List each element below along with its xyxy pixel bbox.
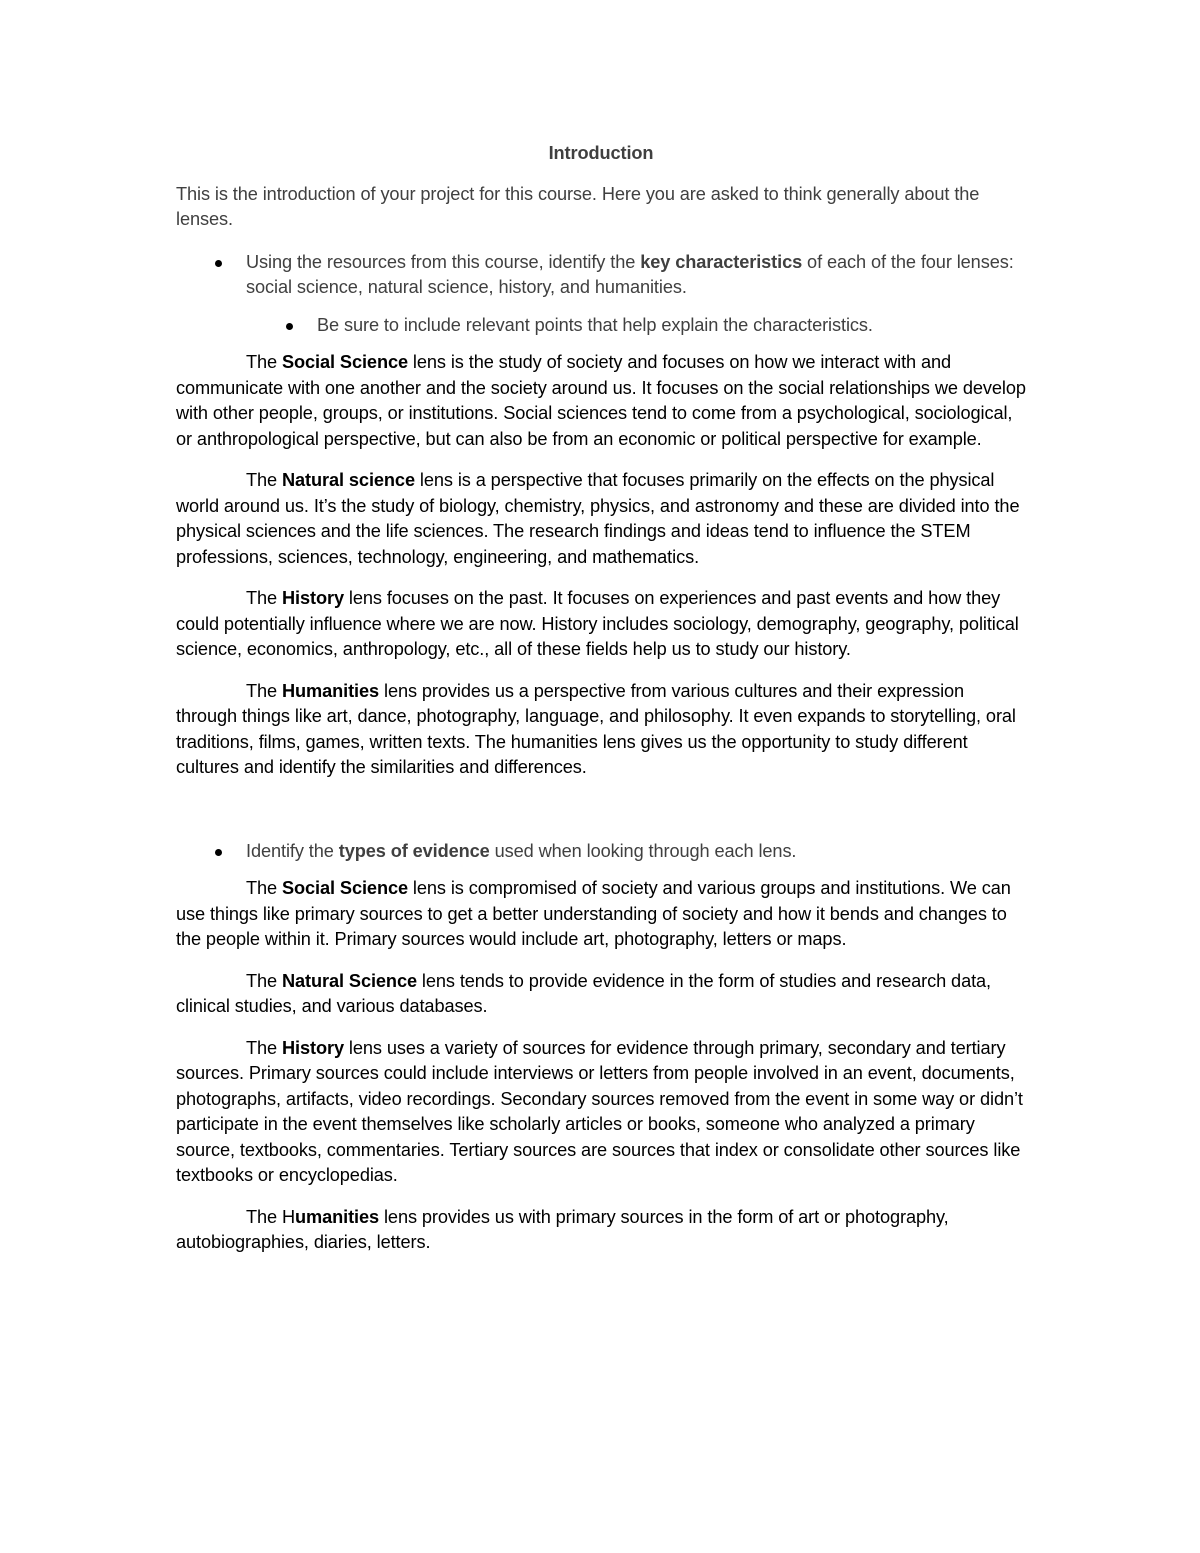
sub-bullet-text: Be sure to include relevant points that help explain the characteristics. xyxy=(317,314,873,335)
lens-name: Humanities xyxy=(282,680,380,701)
paragraph-humanities xyxy=(176,679,1026,781)
bullet-dot-icon xyxy=(215,260,222,267)
lens-name: History xyxy=(282,588,344,608)
para-text: lens is the study of society and focuses on how we interact with and communicate with one another and the society around us. It focuses on the social relationships we develop with other people, groups, or institutions. Social sciences tend to come from a psychological, sociological, or anthropological perspective, but can also be from an economic or political perspective for example. xyxy=(176,352,1026,449)
sub-bullet-relevant-points xyxy=(176,313,1026,339)
bullet-text-pre: Using the resources from this course, identify the xyxy=(246,251,641,272)
para-pre: The xyxy=(246,588,282,608)
page-title: Introduction xyxy=(548,143,654,163)
para-pre: The H xyxy=(246,1206,296,1227)
para-text: lens provides us a perspective from various cultures and their expression through things like art, dance, photography, language, and philosophy. It even expands to storytelling, oral traditions, films, games, written texts. The humanities lens gives us the opportunity to study different cultures and identify the similarities and differences. xyxy=(176,680,1016,777)
lens-name: Natural science xyxy=(282,470,415,490)
evidence-humanities xyxy=(176,1205,1026,1256)
bullet-list-2 xyxy=(176,839,1026,865)
para-pre: The xyxy=(246,878,282,898)
evidence-history xyxy=(176,1036,1026,1189)
bullet-dot-icon xyxy=(286,323,293,330)
evidence-social-science xyxy=(176,876,1026,953)
para-text: lens focuses on the past. It focuses on experiences and past events and how they could potentially influence where we are now. History includes sociology, demography, geography, political science, economics, anthropology, etc., all of these fields help us to study our history. xyxy=(176,588,1019,659)
para-text: lens uses a variety of sources for evidence through primary, secondary and tertiary sources. Primary sources could include interviews or letters from people involved in an event, documents, photographs, artifacts, video recordings. Secondary sources removed from the event in some way or didn’t participate in the event themselves like scholarly articles or books, someone who analyzed a primary source, textbooks, commentaries. Tertiary sources are sources that index or consolidate other sources like textbooks or encyclopedias. xyxy=(176,1037,1023,1185)
bullet-text-bold: types of evidence xyxy=(338,840,490,861)
document-body xyxy=(176,141,1026,1272)
bullet-text-post: of each of the four lenses: social science, natural science, history, and humanities. xyxy=(246,251,1014,297)
bullet-dot-icon xyxy=(215,849,222,856)
bullet-types-of-evidence xyxy=(176,839,1026,865)
para-pre: The xyxy=(246,352,282,372)
bullet-text-post: used when looking through each lens. xyxy=(489,840,797,861)
para-pre: The xyxy=(246,1037,282,1058)
para-text: lens is compromised of society and various groups and institutions. We can use things like primary sources to get a better understanding of society and how it bends and changes to the people within it. Primary sources would include art, photography, letters or maps. xyxy=(176,878,1011,949)
lens-name: History xyxy=(282,1037,344,1058)
bullet-list-1 xyxy=(176,250,1026,339)
lens-name: Social Science xyxy=(282,878,408,898)
bullet-key-characteristics xyxy=(176,250,1026,301)
bullet-text-pre: Identify the xyxy=(246,840,339,861)
para-pre: The xyxy=(246,680,282,701)
evidence-natural-science xyxy=(176,969,1026,1020)
bullet-text-bold: key characteristics xyxy=(640,251,803,272)
para-pre: The xyxy=(246,970,282,991)
para-text: lens tends to provide evidence in the form of studies and research data, clinical studies, and various databases. xyxy=(176,970,992,1016)
paragraph-history xyxy=(176,586,1026,663)
paragraph-natural-science xyxy=(176,468,1026,570)
lens-name: Social Science xyxy=(282,352,408,372)
intro-paragraph: This is the introduction of your project for this course. Here you are asked to think generally about the lenses. xyxy=(176,183,980,229)
paragraph-social-science xyxy=(176,350,1026,452)
para-pre: The xyxy=(246,470,282,490)
para-text: lens is a perspective that focuses primarily on the effects on the physical world around us. It’s the study of biology, chemistry, physics, and astronomy and these are divided into the physical sciences and the life sciences. The research findings and ideas tend to influence the STEM professions, sciences, technology, engineering, and mathematics. xyxy=(176,470,1020,567)
blank-line xyxy=(176,797,1026,839)
para-text: lens provides us with primary sources in the form of art or photography, autobiographies, diaries, letters. xyxy=(176,1206,949,1252)
lens-name: umanities xyxy=(295,1206,380,1227)
lens-name: Natural Science xyxy=(282,970,417,991)
